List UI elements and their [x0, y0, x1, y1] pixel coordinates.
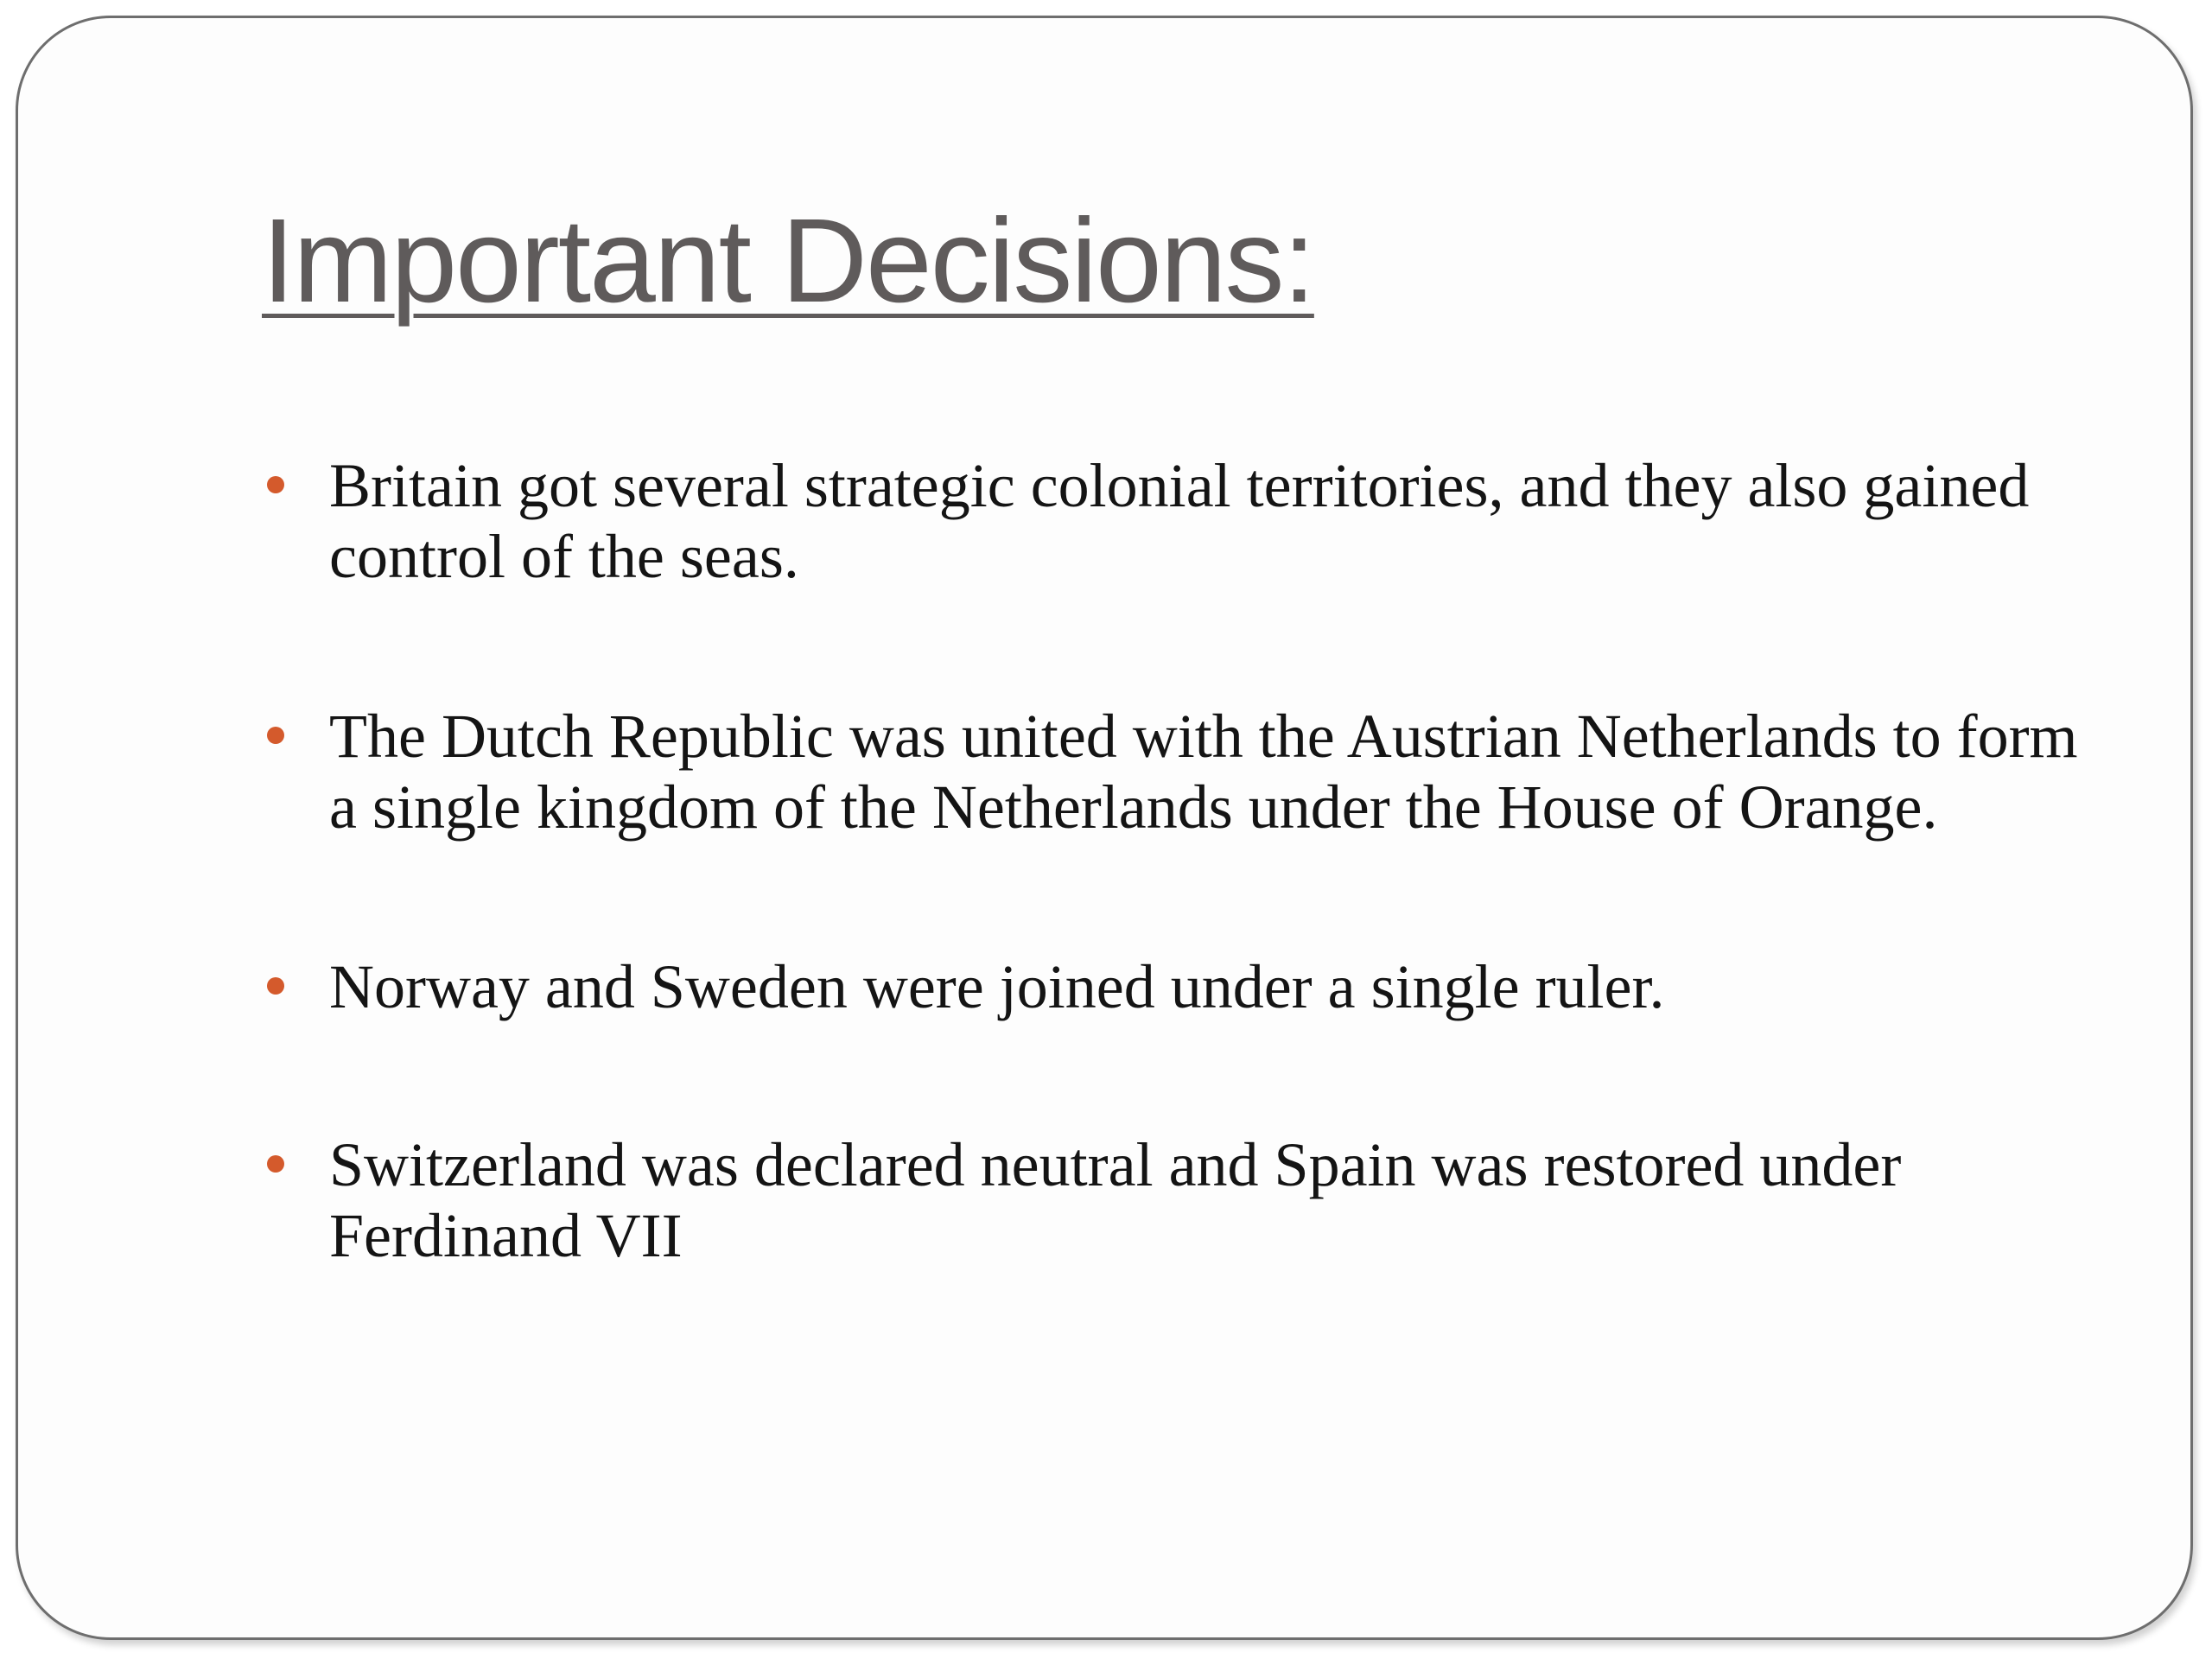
bullet-item-switzerland-spain: [262, 1129, 2120, 1271]
bullet-item-dutch-republic: [262, 701, 2120, 842]
bullet-text: Britain got several strategic colonial territories, and they also gained control of the seas.: [329, 451, 2030, 591]
bullet-text: Switzerland was declared neutral and Spain was restored under Ferdinand VII: [329, 1130, 1902, 1270]
bullet-item-norway-sweden: [262, 951, 2120, 1022]
bullet-item-britain: [262, 450, 2120, 592]
bullet-dot-icon: [267, 727, 284, 744]
bullet-dot-icon: [267, 476, 284, 493]
bullet-text: The Dutch Republic was united with the Austrian Netherlands to form a single kingdom of the Netherlands under the House of Orange.: [329, 702, 2078, 842]
bullet-dot-icon: [267, 1155, 284, 1173]
slide-frame: [16, 16, 2193, 1640]
bullet-dot-icon: [267, 977, 284, 995]
bullet-text: Norway and Sweden were joined under a single ruler.: [329, 952, 1665, 1021]
slide-title: Important Decisions:: [262, 194, 1314, 327]
bullet-list: [262, 450, 2120, 1271]
